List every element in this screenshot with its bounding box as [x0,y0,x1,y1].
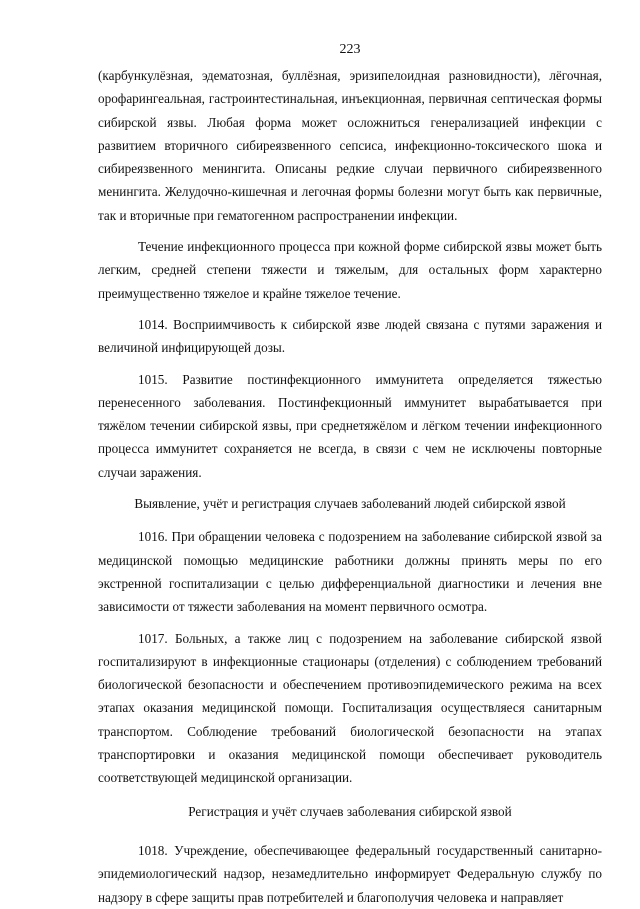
paragraph-1017: 1017. Больных, а также лиц с подозрением на заболевание сибирской язвой госпитализируют в инфекционные стационары (отделения) с соблюдением требований биологической безопасности и обеспечением противоэпидемического режима на всех этапах оказания медицинской помощи. Госпитализация осуществляеся санитарным транспортом. Соблюдение требований биологической безопасности на этапах транспортировки и оказания медицинской помощи обеспечивает руководитель соответствующей медицинской организации. [98,630,602,786]
paragraph-1018: 1018. Учреждение, обеспечивающее федеральный государственный санитарно-эпидемиологический надзор, незамедлительно информирует Федеральную службу по надзору в сфере защиты прав потребителей и благополучия человека и направляет [98,842,602,905]
page-number: 223 [339,42,361,57]
paragraph-1016: 1016. При обращении человека с подозрением на заболевание сибирской язвой за медицинской помощью медицинские работники должны принять меры по его экстренной госпитализации с целью дифференциальной диагностики и лечения вне зависимости от тяжести заболевания на момент первичного осмотра. [98,529,602,615]
paragraph-course-severity: Течение инфекционного процесса при кожной форме сибирской язвы может быть легким, средней степени тяжести и тяжелым, для остальных форм характерно преимущественно тяжелое и крайне тяжелое течение. [98,239,602,301]
section-heading-detection: Выявление, учёт и регистрация случаев заболеваний людей сибирской язвой [134,496,566,512]
paragraph-forms-list: (карбункулёзная, эдематозная, буллёзная, эризипелоидная разновидности), лёгочная, орофарингеальная, гастроинтестинальная, инъекционная, первичная септическая формы сибирской язвы. Любая форма может осложниться генерализацией инфекции с развитием вторичного сибиреязвенного сепсиса, инфекционно-токсического шока и сибиреязвенного менингита. Описаны редкие случаи первичного сибиреязвенного менингита. Желудочно-кишечная и легочная формы болезни могут быть как первичные, так и вторичные при гематогенном распространении инфекции. [98,68,602,223]
section-heading-registration: Регистрация и учёт случаев заболевания сибирской язвой [188,803,512,819]
paragraph-1014: 1014. Восприимчивость к сибирской язве людей связана с путями заражения и величиной инфицирующей дозы. [98,316,602,356]
paragraph-1015: 1015. Развитие постинфекционного иммунитета определяется тяжестью перенесенного заболевания. Постинфекционный иммунитет вырабатывается при тяжёлом течении сибирской язвы, при среднетяжёлом и лёгком течении инфекционного процесса иммунитет сохраняется не всегда, в связи с чем не исключены повторные случаи заражения. [98,371,602,480]
